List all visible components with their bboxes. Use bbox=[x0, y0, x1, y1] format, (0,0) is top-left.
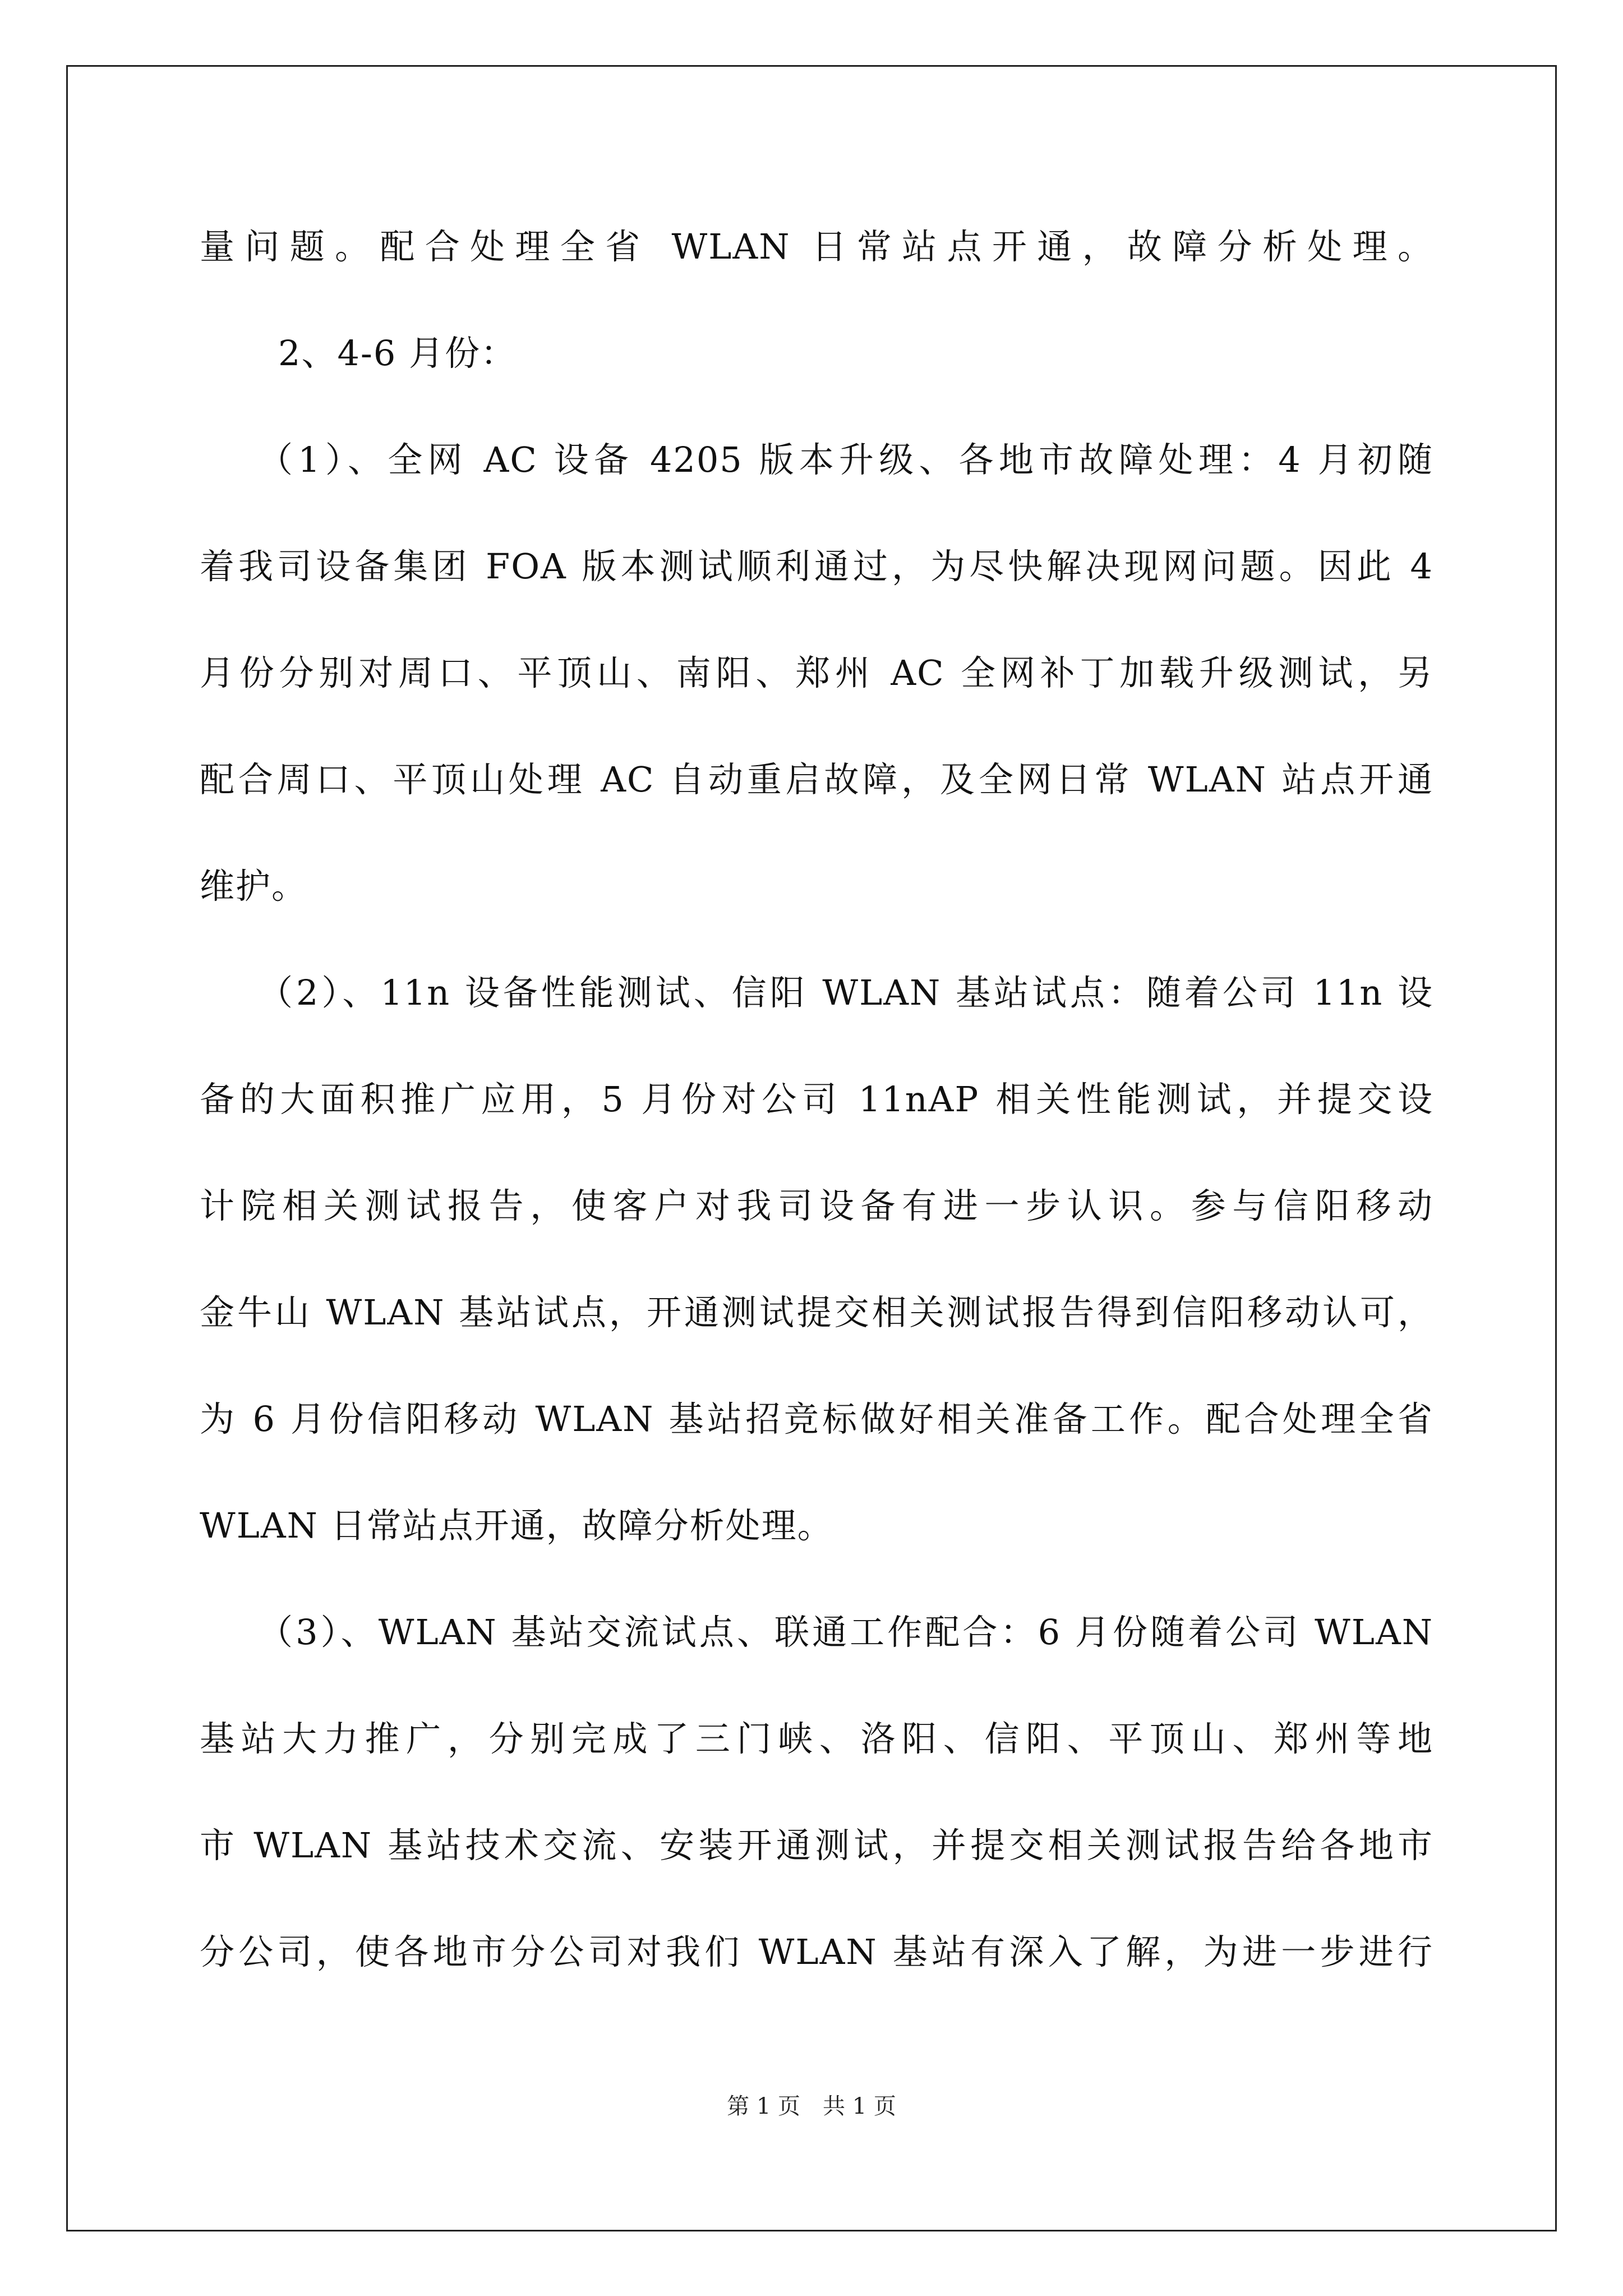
text-line-17: 分公司，使各地市分公司对我们 WLAN 基站有深入了解，为进一步进行 bbox=[200, 1931, 1433, 1972]
text-line-13: WLAN 日常站点开通，故障分析处理。 bbox=[200, 1505, 833, 1546]
text-line-9: 备的大面积推广应用，5 月份对公司 11nAP 相关性能测试，并提交设 bbox=[200, 1079, 1433, 1120]
text-line-10: 计院相关测试报告，使客户对我司设备有进一步认识。参与信阳移动 bbox=[200, 1185, 1433, 1226]
page-footer: 第 1 页 共 1 页 bbox=[727, 2093, 896, 2119]
text-line-3: （1）、全网 AC 设备 4205 版本升级、各地市故障处理：4 月初随 bbox=[258, 439, 1433, 480]
text-line-1: 量问题。配合处理全省 WLAN 日常站点开通，故障分析处理。 bbox=[200, 226, 1433, 267]
text-line-15: 基站大力推广，分别完成了三门峡、洛阳、信阳、平顶山、郑州等地 bbox=[200, 1718, 1433, 1759]
text-line-12: 为 6 月份信阳移动 WLAN 基站招竞标做好相关准备工作。配合处理全省 bbox=[200, 1398, 1433, 1439]
text-line-8: （2）、11n 设备性能测试、信阳 WLAN 基站试点：随着公司 11n 设 bbox=[258, 972, 1433, 1013]
text-line-7: 维护。 bbox=[200, 866, 308, 907]
page-border bbox=[66, 65, 1557, 2231]
text-line-4: 着我司设备集团 FOA 版本测试顺利通过，为尽快解决现网问题。因此 4 bbox=[200, 546, 1433, 587]
text-line-11: 金牛山 WLAN 基站试点，开通测试提交相关测试报告得到信阳移动认可， bbox=[200, 1292, 1433, 1333]
text-line-16: 市 WLAN 基站技术交流、安装开通测试，并提交相关测试报告给各地市 bbox=[200, 1825, 1433, 1866]
text-line-6: 配合周口、平顶山处理 AC 自动重启故障，及全网日常 WLAN 站点开通 bbox=[200, 759, 1433, 800]
section-heading-2: 2、4-6 月份： bbox=[278, 333, 517, 374]
text-line-14: （3）、WLAN 基站交流试点、联通工作配合：6 月份随着公司 WLAN bbox=[258, 1612, 1433, 1653]
text-line-5: 月份分别对周口、平顶山、南阳、郑州 AC 全网补丁加载升级测试，另 bbox=[200, 652, 1433, 693]
